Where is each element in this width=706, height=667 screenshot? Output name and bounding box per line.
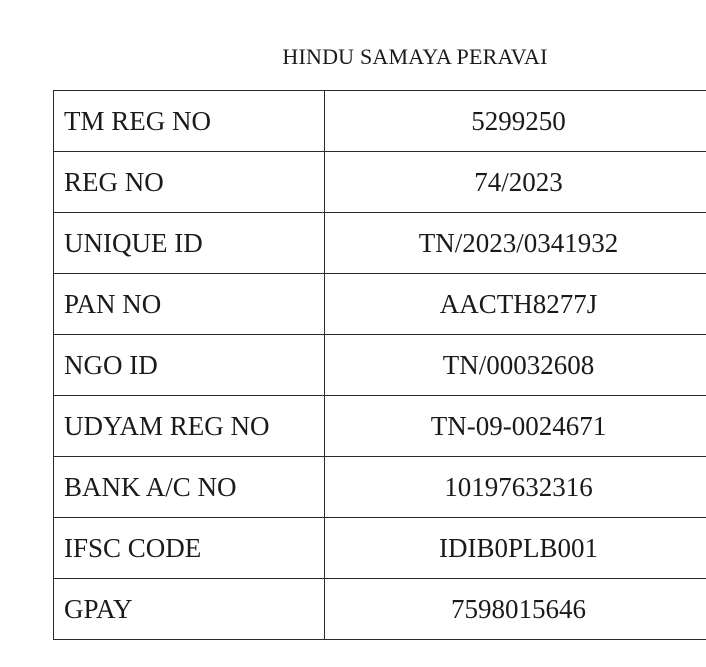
table-row [54,91,706,152]
row-value: TN/2023/0341932 [325,213,706,274]
row-value: AACTH8277J [325,274,706,335]
row-value: TN/00032608 [325,335,706,396]
table-row [54,213,706,274]
row-label: GPAY [54,579,325,640]
table-row [54,579,706,640]
row-label: UDYAM REG NO [54,396,325,457]
table-row [54,274,706,335]
row-label: NGO ID [54,335,325,396]
row-value: 7598015646 [325,579,706,640]
row-label: REG NO [54,152,325,213]
table-row [54,518,706,579]
row-label: IFSC CODE [54,518,325,579]
row-value: 10197632316 [325,457,706,518]
row-label: BANK A/C NO [54,457,325,518]
row-label: UNIQUE ID [54,213,325,274]
table-row [54,152,706,213]
row-value: 74/2023 [325,152,706,213]
registration-details-table [53,90,706,640]
row-value: IDIB0PLB001 [325,518,706,579]
page-title: HINDU SAMAYA PERAVAI [282,44,548,69]
row-value: 5299250 [325,91,706,152]
table-row [54,335,706,396]
table-row [54,396,706,457]
table-row [54,457,706,518]
row-label: TM REG NO [54,91,325,152]
row-value: TN-09-0024671 [325,396,706,457]
row-label: PAN NO [54,274,325,335]
